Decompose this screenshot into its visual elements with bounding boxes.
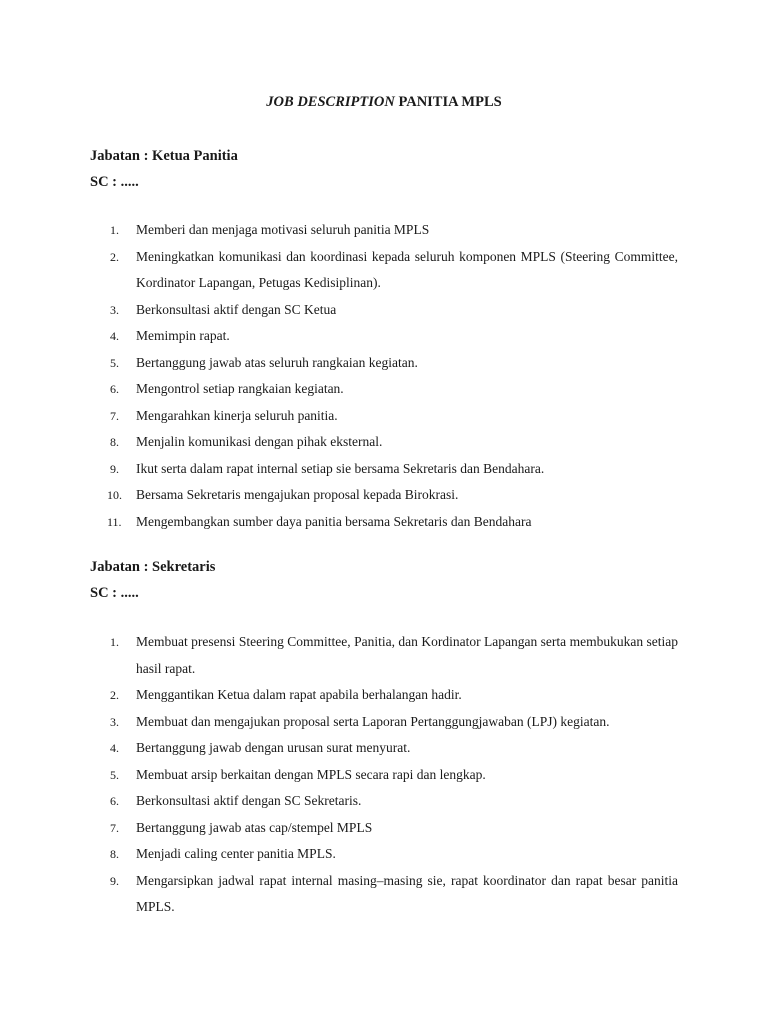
item-text: Berkonsultasi aktif dengan SC Ketua <box>136 301 337 317</box>
item-number: 8. <box>110 847 119 861</box>
item-text: Bersama Sekretaris mengajukan proposal kepada Birokrasi. <box>136 487 459 502</box>
item-text: Membuat presensi Steering Committee, Panitia, dan Kordinator Lapangan serta membukukan setiap hasil rapat. <box>136 634 678 676</box>
item-number: 4. <box>110 329 119 343</box>
item-number: 7. <box>110 408 119 423</box>
item-text: Bertanggung jawab atas seluruh rangkaian kegiatan. <box>136 354 418 370</box>
section-ketua-panitia <box>90 143 678 535</box>
item-text: Mengarahkan kinerja seluruh panitia. <box>136 407 338 423</box>
item-text: Membuat dan mengajukan proposal serta Laporan Pertanggungjawaban (LPJ) kegiatan. <box>136 713 610 729</box>
list-item <box>90 762 678 789</box>
sc-heading: SC : ..... <box>90 585 139 601</box>
item-number: 5. <box>110 767 119 782</box>
item-text: Menjalin komunikasi dengan pihak eksternal. <box>136 434 383 449</box>
item-number: 3. <box>110 302 119 317</box>
jabatan-heading: Jabatan : Sekretaris <box>90 559 216 575</box>
item-text: Menggantikan Ketua dalam rapat apabila berhalangan hadir. <box>136 687 462 702</box>
duty-list <box>90 629 678 921</box>
list-item <box>90 482 678 509</box>
list-item <box>90 403 678 430</box>
sc-heading: SC : ..... <box>90 174 139 190</box>
item-text: Membuat arsip berkaitan dengan MPLS secara rapi dan lengkap. <box>136 766 486 782</box>
item-number: 4. <box>110 741 119 755</box>
list-item <box>90 350 678 377</box>
item-text: Mengarsipkan jadwal rapat internal masing–masing sie, rapat koordinator dan rapat besar panitia MPLS. <box>136 872 678 914</box>
item-text: Bertanggung jawab atas cap/stempel MPLS <box>136 819 373 835</box>
item-number: 1. <box>110 635 119 649</box>
item-number: 6. <box>110 382 119 396</box>
list-item <box>90 815 678 842</box>
item-number: 3. <box>110 714 119 729</box>
item-number: 11. <box>107 514 122 529</box>
item-number: 5. <box>110 355 119 370</box>
list-item <box>90 788 678 815</box>
list-item <box>90 682 678 709</box>
item-number: 8. <box>110 435 119 449</box>
item-number: 10. <box>107 488 122 502</box>
item-number: 9. <box>110 461 119 476</box>
item-text: Mengembangkan sumber daya panitia bersama Sekretaris dan Bendahara <box>136 513 532 529</box>
list-item <box>90 709 678 736</box>
item-number: 2. <box>110 688 119 702</box>
list-item <box>90 629 678 682</box>
list-item <box>90 217 678 244</box>
item-number: 2. <box>110 249 119 264</box>
list-item <box>90 429 678 456</box>
list-item <box>90 735 678 762</box>
list-item <box>90 297 678 324</box>
item-text: Bertanggung jawab dengan urusan surat menyurat. <box>136 740 411 755</box>
list-item <box>90 509 678 536</box>
list-item <box>90 456 678 483</box>
item-text: Mengontrol setiap rangkaian kegiatan. <box>136 381 344 396</box>
item-number: 9. <box>110 873 119 888</box>
list-item <box>90 868 678 921</box>
item-text: Meningkatkan komunikasi dan koordinasi kepada seluruh komponen MPLS (Steering Committee, Kordinator Lapangan, Petugas Kedisiplinan). <box>136 248 678 290</box>
item-text: Ikut serta dalam rapat internal setiap sie bersama Sekretaris dan Bendahara. <box>136 460 545 476</box>
list-item <box>90 376 678 403</box>
item-number: 1. <box>110 223 119 237</box>
title-italic: JOB DESCRIPTION <box>266 94 395 110</box>
section-sekretaris <box>90 554 678 921</box>
item-text: Menjadi caling center panitia MPLS. <box>136 846 336 861</box>
item-text: Memberi dan menjaga motivasi seluruh panitia MPLS <box>136 222 430 237</box>
item-text: Berkonsultasi aktif dengan SC Sekretaris. <box>136 793 362 808</box>
list-item <box>90 323 678 350</box>
jabatan-heading: Jabatan : Ketua Panitia <box>90 148 238 164</box>
list-item <box>90 841 678 868</box>
item-text: Memimpin rapat. <box>136 328 230 343</box>
page-title <box>0 92 768 112</box>
duty-list <box>90 217 678 535</box>
list-item <box>90 244 678 297</box>
item-number: 7. <box>110 820 119 835</box>
title-rest: PANITIA MPLS <box>394 94 502 110</box>
item-number: 6. <box>110 794 119 808</box>
